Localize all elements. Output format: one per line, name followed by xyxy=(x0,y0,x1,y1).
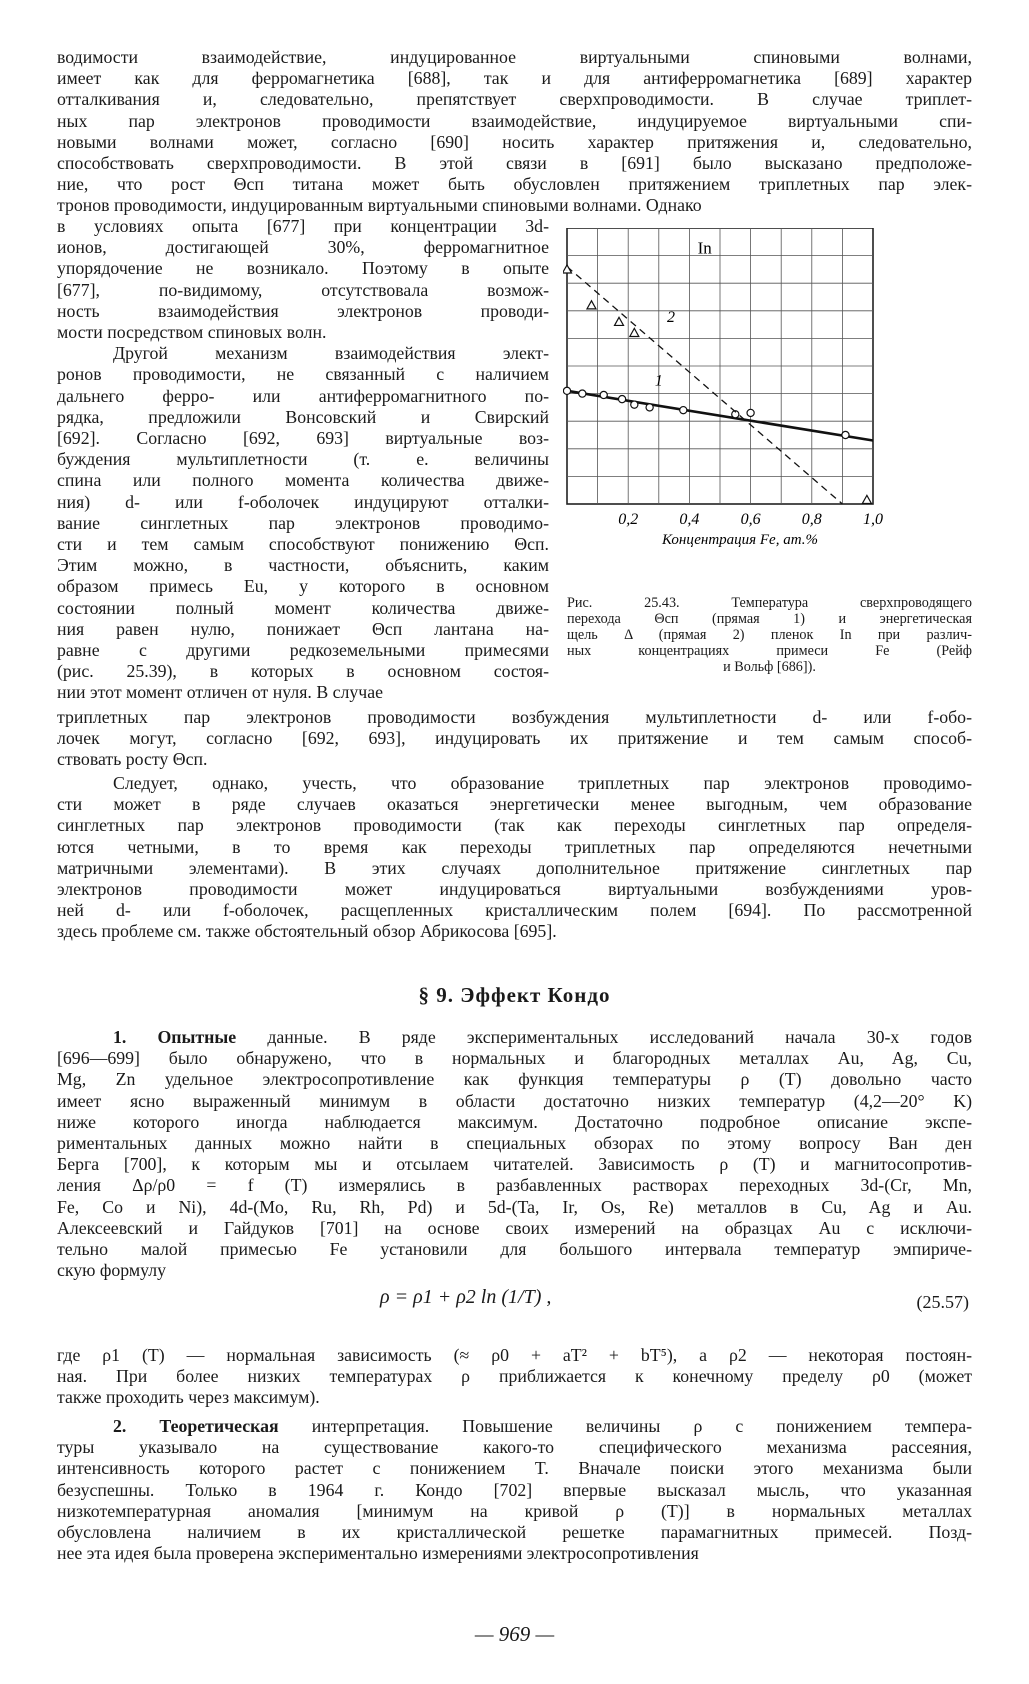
x-tick-label: 0,2 xyxy=(618,511,639,528)
text-line: тронов проводимости, индуцированным виртуальными спиновыми волнами. Однако xyxy=(57,195,702,216)
equation-number: (25.57) xyxy=(916,1292,969,1312)
series-2-label: 2 xyxy=(667,308,676,326)
x-tick-label: 0,6 xyxy=(740,511,761,528)
text-line: спина или полного момента количества движе- xyxy=(57,470,549,491)
text-line: обусловлена наличием в их кристаллической решетке парамагнитных примесей. Позд- xyxy=(57,1522,972,1543)
x-axis-label: Концентрация Fe, ат.% xyxy=(662,532,818,548)
theory-paragraph xyxy=(57,1416,972,1564)
text-line: рядка, предложили Вонсовский и Свирский xyxy=(57,406,549,427)
run-in-title: 2. Теоретическая xyxy=(113,1416,312,1436)
text-line: ются четными, в то время как переходы триплетных пар определяются нечетными xyxy=(57,836,972,857)
caption-line: Рис. 25.43. Температура сверхпроводящего xyxy=(567,595,972,611)
text-line: синглетных пар электронов проводимости (так как переходы синглетных пар определя- xyxy=(57,815,972,836)
side-column-text xyxy=(57,216,549,704)
text-line: ние, что рост Θсп титана может быть обусловлен притяжением триплетных пар элек- xyxy=(57,174,972,195)
caption-line: и Вольф [686]). xyxy=(723,659,816,675)
text-line: Алексеевский и Гайдуков [701] на основе своих измерений на образцах Au с исключи- xyxy=(57,1217,972,1238)
text-run: данные. В ряде экспериментальных исследований начала 30-х годов xyxy=(267,1027,972,1047)
text-line: вание синглетных пар электронов проводимо- xyxy=(57,512,549,533)
text-line: ионов, достигающей 30%, ферромагнитное xyxy=(57,237,549,258)
text-line: Fe, Co и Ni), 4d-(Mo, Ru, Rh, Pd) и 5d-(Ta, Ir, Os, Re) металлов в Cu, Ag и Au. xyxy=(57,1196,972,1217)
text-line: Этим можно, в частности, объяснить, каким xyxy=(57,555,549,576)
panel-label-in: In xyxy=(697,238,712,258)
text-line: риментальных данных можно найти в специальных обзорах по этому вопросу Ван ден xyxy=(57,1133,972,1154)
text-line: водимости взаимодействие, индуцированное виртуальными спиновыми волнами, xyxy=(57,47,972,67)
series-1-point xyxy=(563,387,570,394)
text-line: мости посредством спиновых волн. xyxy=(57,322,327,343)
series-2-point xyxy=(615,317,624,325)
text-line: нее эта идея была проверена экспериментально измерениями электросопротивления xyxy=(57,1543,699,1564)
text-line: новыми волнами может, согласно [690] носить характер притяжения и, следовательно, xyxy=(57,131,972,152)
text-line: Следует, однако, учесть, что образование триплетных пар электронов проводимо- xyxy=(113,773,972,793)
text-line: состоянии полный момент количества движе- xyxy=(57,597,549,618)
text-line: интенсивность которого растет с понижением T. Вначале поиски этого механизма были xyxy=(57,1458,972,1479)
series-2-point xyxy=(862,495,871,503)
text-line: где ρ1 (T) — нормальная зависимость (≈ ρ0 + aT² + bT⁵), а ρ2 — некоторая постоян- xyxy=(57,1345,972,1365)
series-1-point xyxy=(631,401,638,408)
x-tick-label: 0,8 xyxy=(801,511,822,528)
text-line: ность взаимодействия электронов проводи- xyxy=(57,300,549,321)
text-line: Берга [700], к которым мы и отсылаем читателей. Зависимость ρ (T) и магнитосопротив- xyxy=(57,1154,972,1175)
text-line: [692]. Согласно [692, 693] виртуальные воз- xyxy=(57,428,549,449)
series-1-point xyxy=(842,431,849,438)
text-line: ных пар электронов проводимости взаимодействие, индуцируемое виртуальными спи- xyxy=(57,110,972,131)
section-heading: § 9. Эффект Кондо xyxy=(418,983,611,1007)
x-tick-label: 0,4 xyxy=(679,511,700,528)
text-line: здесь проблеме см. также обстоятельный обзор Абрикосова [695]. xyxy=(57,921,557,942)
text-line: имеет ясно выраженный минимум в области достаточно низких температур (4,2—20° K) xyxy=(57,1090,972,1111)
series-2-line xyxy=(567,267,842,504)
series-1-point xyxy=(600,391,607,398)
equation-formula: ρ = ρ1 + ρ2 ln (1/T) , xyxy=(380,1286,552,1308)
text-line: туры указывало на существование какого-то специфического механизма рассеяния, xyxy=(57,1437,972,1458)
text-line: ронов проводимости, не связанный с наличием xyxy=(57,364,549,385)
experimental-data-paragraph xyxy=(57,1027,972,1281)
series-1-point xyxy=(618,396,625,403)
text-run: интерпретация. Повышение величины ρ с понижением темпера- xyxy=(311,1416,972,1436)
x-tick-label: 1,0 xyxy=(863,511,883,528)
text-line: дальнего ферро- или антиферромагнитного по- xyxy=(57,385,549,406)
caption-line: щель Δ (прямая 2) пленок In при различ- xyxy=(567,627,972,643)
text-line: [677], по-видимому, отсутствовала возмож- xyxy=(57,279,549,300)
text-line: сти может в ряде случаев оказаться энергетически менее выгодным, чем образование xyxy=(57,794,972,815)
run-in-title: 1. Опытные xyxy=(113,1027,268,1047)
text-line: ния равен нулю, понижает Θсп лантана на- xyxy=(57,618,549,639)
text-line: тельно малой примесью Fe установили для большого интервала температур эмпириче- xyxy=(57,1239,972,1260)
continued-paragraph xyxy=(57,707,972,771)
text-line: ствовать росту Θсп. xyxy=(57,749,208,770)
singlet-paragraph xyxy=(57,773,972,943)
text-line: буждения мультиплетности (т. е. величины xyxy=(57,449,549,470)
series-1-point xyxy=(579,390,586,397)
text-line: ления Δρ/ρ0 = f (T) измерялись в разбавленных растворах переходных 3d-(Cr, Mn, xyxy=(57,1175,972,1196)
figure-25-43-chart xyxy=(563,228,975,590)
text-line xyxy=(57,1027,972,1048)
text-line: отталкивания и, следовательно, препятствует сверхпроводимости. В случае триплет- xyxy=(57,89,972,110)
text-line: имеет как для ферромагнетика [688], так и для антиферромагнетика [689] характер xyxy=(57,68,972,89)
series-1-label: 1 xyxy=(654,372,663,390)
caption-line: перехода Θсп (прямая 1) и энергетическая xyxy=(567,611,972,627)
text-line: ная. При более низких температурах ρ приближается к конечному пределу ρ0 (может xyxy=(57,1366,972,1387)
text-line: Mg, Zn удельное электросопротивление как функция температуры ρ (T) довольно часто xyxy=(57,1069,972,1090)
text-line: электронов проводимости может индуцироваться виртуальными возбуждениями уров- xyxy=(57,879,972,900)
text-line: [696—699] было обнаружено, что в нормальных и благородных металлах Au, Ag, Cu, xyxy=(57,1048,972,1069)
figure-caption xyxy=(567,595,972,675)
text-line: в условиях опыта [677] при концентрации 3d- xyxy=(57,216,549,236)
text-line: ния) d- или f-оболочек индуцируют отталки- xyxy=(57,491,549,512)
text-line: упорядочение не возникало. Поэтому в опыте xyxy=(57,258,549,279)
intro-paragraph xyxy=(57,47,972,217)
text-line: низкотемпературная аномалия [минимум на кривой ρ (T)] в нормальных металлах xyxy=(57,1500,972,1521)
text-line: лочек могут, согласно [692, 693], индуцировать их притяжение и тем самым способ- xyxy=(57,728,972,749)
series-1-point xyxy=(747,409,754,416)
text-line: нии этот момент отличен от нуля. В случае xyxy=(57,682,384,703)
text-line: образом примесь Eu, у которого в основном xyxy=(57,576,549,597)
series-1-point xyxy=(680,407,687,414)
text-line: матричными элементами). В этих случаях дополнительное притяжение синглетных пар xyxy=(57,857,972,878)
text-line xyxy=(57,1416,972,1437)
text-line: ниже которого иногда наблюдается максимум. Достаточно подробное описание экспе- xyxy=(57,1111,972,1132)
text-line: (рис. 25.39), в которых в основном состоя- xyxy=(57,661,549,682)
series-1-point xyxy=(646,404,653,411)
text-line: триплетных пар электронов проводимости возбуждения мультиплетности d- или f-обо- xyxy=(57,707,972,727)
text-line: равне с другими редкоземельными примесями xyxy=(57,640,549,661)
text-line: способствовать сверхпроводимости. В этой связи в [691] было высказано предположе- xyxy=(57,153,972,174)
text-line: ней d- или f-оболочек, расщепленных кристаллическим полем [694]. По рассмотренной xyxy=(57,900,972,921)
text-line: сти и тем самым способствуют понижению Θсп. xyxy=(57,534,549,555)
page-number: — 969 — xyxy=(474,1622,555,1646)
series-2-point xyxy=(587,301,596,309)
after-equation-paragraph xyxy=(57,1345,972,1409)
text-line: безуспешны. Только в 1964 г. Кондо [702] впервые высказал мысль, что указанная xyxy=(57,1479,972,1500)
text-line: также проходить через максимум). xyxy=(57,1387,320,1408)
text-line: Другой механизм взаимодействия элект- xyxy=(113,343,549,364)
caption-line: ных концентрациях примеси Fe (Рейф xyxy=(567,643,972,659)
series-2-point xyxy=(630,328,639,336)
text-line: скую формулу xyxy=(57,1260,167,1281)
